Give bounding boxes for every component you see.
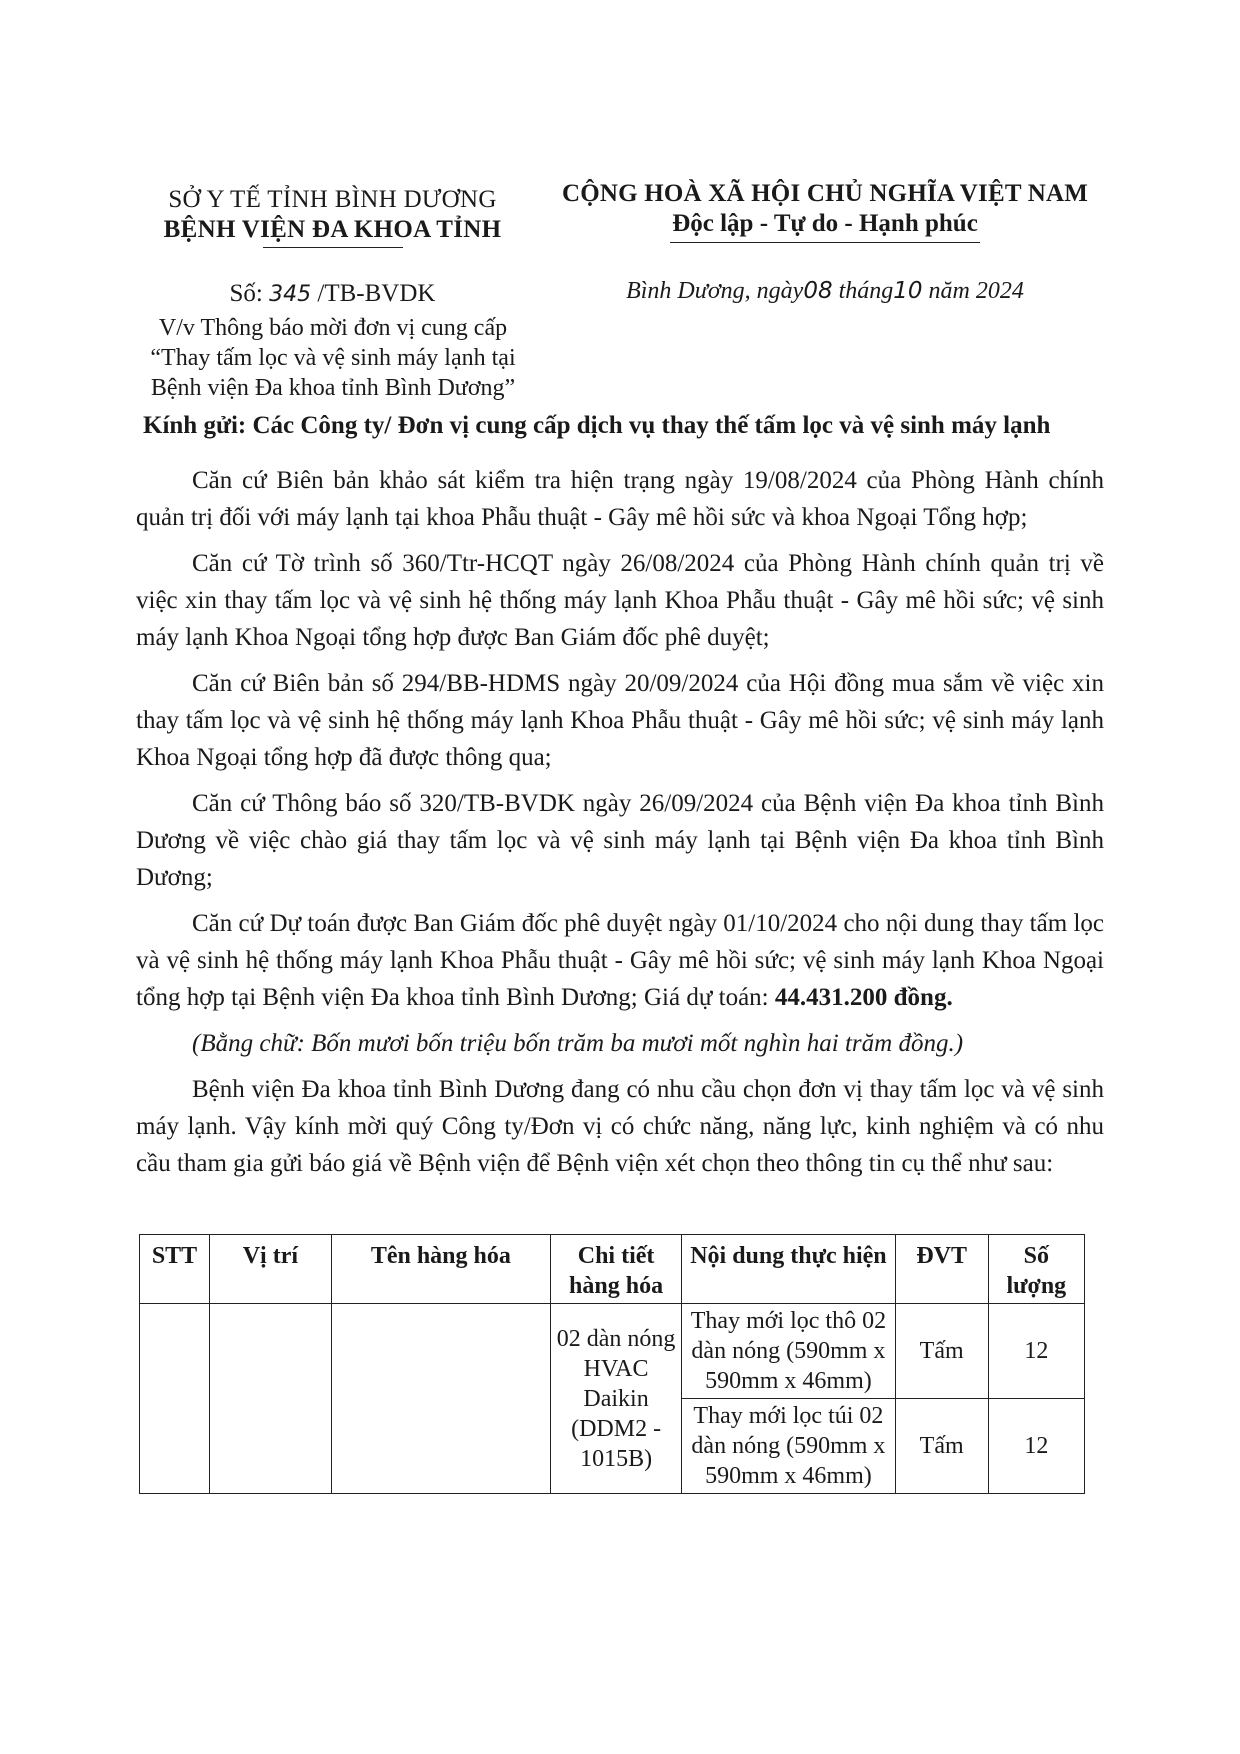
- cell-work-content: Thay mới lọc túi 02 dàn nóng (590mm x 590mm x 46mm): [682, 1399, 896, 1494]
- subject-line: “Thay tấm lọc và vệ sinh máy lạnh tại: [150, 345, 516, 371]
- cell-goods-name: [331, 1304, 550, 1494]
- document-body: [136, 462, 1104, 1191]
- cell-stt: [140, 1304, 210, 1494]
- motto-underline: [670, 242, 980, 243]
- budget-paragraph: [136, 905, 1104, 1016]
- basis-paragraph: Căn cứ Tờ trình số 360/Ttr-HCQT ngày 26/08/2024 của Phòng Hành chính quản trị về việc xin thay tấm lọc và vệ sinh hệ thống máy lạnh Khoa Phẫu thuật - Gây mê hồi sức; vệ sinh máy lạnh Khoa Ngoại tổng hợp được Ban Giám đốc phê duyệt;: [136, 550, 1104, 651]
- header-goods-name: Tên hàng hóa: [331, 1235, 550, 1304]
- date-place: Bình Dương, ngày: [626, 278, 804, 304]
- date-year: năm 2024: [922, 278, 1024, 304]
- handwritten-day: 08: [803, 278, 833, 304]
- cell-unit: Tấm: [895, 1399, 988, 1494]
- header-goods-detail: Chi tiết hàng hóa: [550, 1235, 681, 1304]
- goods-table: [139, 1234, 1085, 1494]
- nation-title: CỘNG HOÀ XÃ HỘI CHỦ NGHĨA VIỆT NAM: [561, 180, 1089, 207]
- header-stt: STT: [140, 1235, 210, 1304]
- invitation-paragraph: Bệnh viện Đa khoa tỉnh Bình Dương đang có nhu cầu chọn đơn vị thay tấm lọc và vệ sinh máy lạnh. Vậy kính mời quý Công ty/Đơn vị có chức năng, năng lực, kinh nghiệm và có nhu cầu tham gia gửi báo giá về Bệnh viện để Bệnh viện xét chọn theo thông tin cụ thể như sau:: [136, 1076, 1104, 1177]
- motto: Độc lập - Tự do - Hạnh phúc: [672, 210, 978, 237]
- national-header: [545, 180, 1105, 243]
- cell-location: [210, 1304, 332, 1494]
- header-location: Vị trí: [210, 1235, 332, 1304]
- basis-paragraph: Căn cứ Thông báo số 320/TB-BVDK ngày 26/09/2024 của Bệnh viện Đa khoa tỉnh Bình Dương về việc chào giá thay tấm lọc và vệ sinh máy lạnh tại Bệnh viện Đa khoa tỉnh Bình Dương;: [136, 790, 1104, 891]
- header-work-content: Nội dung thực hiện: [682, 1235, 896, 1304]
- organization-name: BỆNH VIỆN ĐA KHOA TỈNH: [163, 216, 502, 243]
- cell-quantity: 12: [988, 1399, 1084, 1494]
- date-month-word: tháng: [832, 278, 894, 304]
- budget-in-words: (Bằng chữ: Bốn mươi bốn triệu bốn trăm ba mươi mốt nghìn hai trăm đồng.): [192, 1030, 964, 1057]
- recipient-greeting: Kính gửi: Các Công ty/ Đơn vị cung cấp dịch vụ thay thế tấm lọc và vệ sinh máy lạnh: [143, 412, 1051, 439]
- header-quantity: Số lượng: [988, 1235, 1084, 1304]
- agency-name: SỞ Y TẾ TỈNH BÌNH DƯƠNG: [168, 186, 497, 213]
- cell-goods-detail: 02 dàn nóng HVAC Daikin (DDM2 - 1015B): [550, 1304, 681, 1494]
- cell-unit: Tấm: [895, 1304, 988, 1399]
- cell-quantity: 12: [988, 1304, 1084, 1399]
- header-unit: ĐVT: [895, 1235, 988, 1304]
- table-header-row: [140, 1235, 1085, 1304]
- handwritten-month: 10: [893, 278, 923, 304]
- table-row: [140, 1304, 1085, 1399]
- cell-work-content: Thay mới lọc thô 02 dàn nóng (590mm x 590mm x 46mm): [682, 1304, 896, 1399]
- subject-line: Bệnh viện Đa khoa tỉnh Bình Dương”: [150, 375, 516, 401]
- handwritten-number: 345: [269, 282, 312, 307]
- document-date: [545, 278, 1105, 305]
- budget-text: Căn cứ Dự toán được Ban Giám đốc phê duyệt ngày 01/10/2024 cho nội dung thay tấm lọc và vệ sinh hệ thống máy lạnh Khoa Phẫu thuật - Gây mê hồi sức; vệ sinh máy lạnh Khoa Ngoại tổng hợp tại Bệnh viện Đa khoa tỉnh Bình Dương; Giá dự toán:: [136, 910, 1104, 1011]
- number-suffix: /TB-BVDK: [317, 280, 436, 307]
- organization-underline: [263, 247, 403, 248]
- document-number: [140, 280, 525, 308]
- issuer-block: [140, 186, 525, 248]
- number-prefix: Số:: [229, 280, 263, 307]
- budget-amount: 44.431.200 đồng.: [774, 984, 953, 1011]
- subject-line: V/v Thông báo mời đơn vị cung cấp: [158, 315, 508, 341]
- document-subject: [118, 313, 548, 403]
- basis-paragraph: Căn cứ Biên bản số 294/BB-HDMS ngày 20/09/2024 của Hội đồng mua sắm về việc xin thay tấm lọc và vệ sinh hệ thống máy lạnh Khoa Phẫu thuật - Gây mê hồi sức; vệ sinh máy lạnh Khoa Ngoại tổng hợp đã được thông qua;: [136, 670, 1104, 771]
- basis-paragraph: Căn cứ Biên bản khảo sát kiểm tra hiện trạng ngày 19/08/2024 của Phòng Hành chính quản trị đối với máy lạnh tại khoa Phẫu thuật - Gây mê hồi sức và khoa Ngoại Tổng hợp;: [136, 467, 1104, 531]
